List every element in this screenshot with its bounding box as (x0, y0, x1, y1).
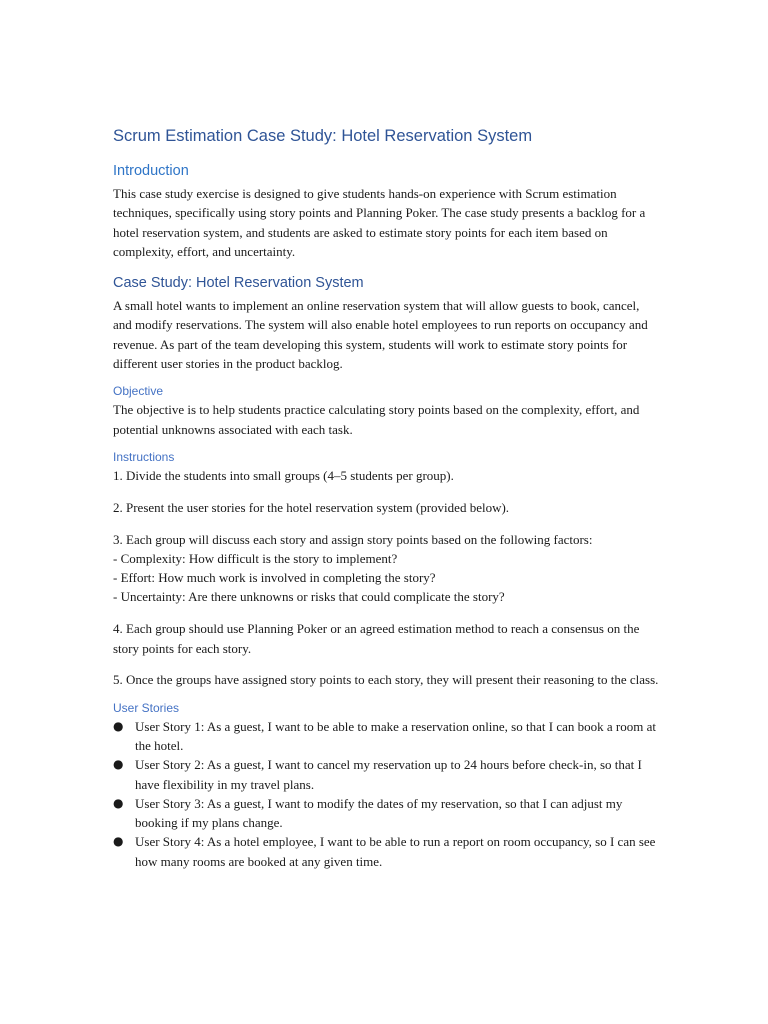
document-page (113, 118, 661, 871)
instruction-step (113, 498, 661, 517)
list-item (113, 794, 661, 833)
objective-heading: Objective (113, 384, 164, 399)
instruction-factor-uncertainty: - Uncertainty: Are there unknowns or risks that could complicate the story? (113, 589, 505, 605)
instruction-line: 1. Divide the students into small groups (4–5 students per group). (113, 467, 454, 483)
list-item (113, 832, 661, 871)
instruction-line: 5. Once the groups have assigned story points to each story, they will present their reasoning to the class. (113, 672, 659, 688)
introduction-body: This case study exercise is designed to give students hands-on experience with Scrum estimation techniques, specifically using story points and Planning Poker. The case study presents a backlog for a hotel reservation system, and students are asked to estimate story points for each item based on complexity, effort, and uncertainty. (113, 186, 646, 259)
case-study-heading: Case Study: Hotel Reservation System (113, 275, 364, 292)
user-stories-heading: User Stories (113, 700, 180, 715)
instructions-heading: Instructions (113, 449, 175, 464)
document-title: Scrum Estimation Case Study: Hotel Reservation System (113, 127, 533, 145)
instruction-step (113, 670, 661, 689)
instruction-line: 4. Each group should use Planning Poker or an agreed estimation method to reach a consensus on the story points for each story. (113, 621, 640, 656)
instruction-line: 3. Each group will discuss each story and assign story points based on the following factors: (113, 531, 593, 547)
objective-body: The objective is to help students practice calculating story points based on the complexity, effort, and potential unknowns associated with each task. (113, 402, 640, 437)
instructions-list (113, 466, 661, 690)
instruction-step (113, 619, 661, 658)
user-story-text: User Story 3: As a guest, I want to modify the dates of my reservation, so that I can adjust my booking if my plans change. (135, 795, 623, 831)
user-story-text: User Story 2: As a guest, I want to cancel my reservation up to 24 hours before check-in, so that I have flexibility in my travel plans. (135, 757, 642, 792)
bullet-dot-icon: ● (113, 795, 124, 810)
instruction-line: 2. Present the user stories for the hotel reservation system (provided below). (113, 499, 510, 515)
bullet-dot-icon: ● (113, 834, 124, 849)
introduction-heading: Introduction (113, 163, 189, 179)
list-item (113, 717, 661, 756)
instruction-step (113, 466, 661, 485)
instruction-factor-effort: - Effort: How much work is involved in completing the story? (113, 570, 436, 586)
user-story-text: User Story 4: As a hotel employee, I want to be able to run a report on room occupancy, so I can see how many rooms are booked at any given time. (135, 834, 656, 869)
case-study-body: A small hotel wants to implement an online reservation system that will allow guests to book, cancel, and modify reservations. The system will also enable hotel employees to run reports on occupancy and revenue. As part of the team developing this system, students will work to estimate story points for different user stories in the product backlog. (113, 298, 648, 372)
bullet-dot-icon: ● (113, 757, 124, 772)
list-item (113, 755, 661, 794)
bullet-dot-icon: ● (113, 718, 124, 733)
user-stories-list (113, 717, 661, 871)
instruction-step (113, 530, 661, 607)
instruction-factor-complexity: - Complexity: How difficult is the story to implement? (113, 550, 398, 566)
user-story-text: User Story 1: As a guest, I want to be able to make a reservation online, so that I can book a room at the hotel. (135, 718, 656, 753)
